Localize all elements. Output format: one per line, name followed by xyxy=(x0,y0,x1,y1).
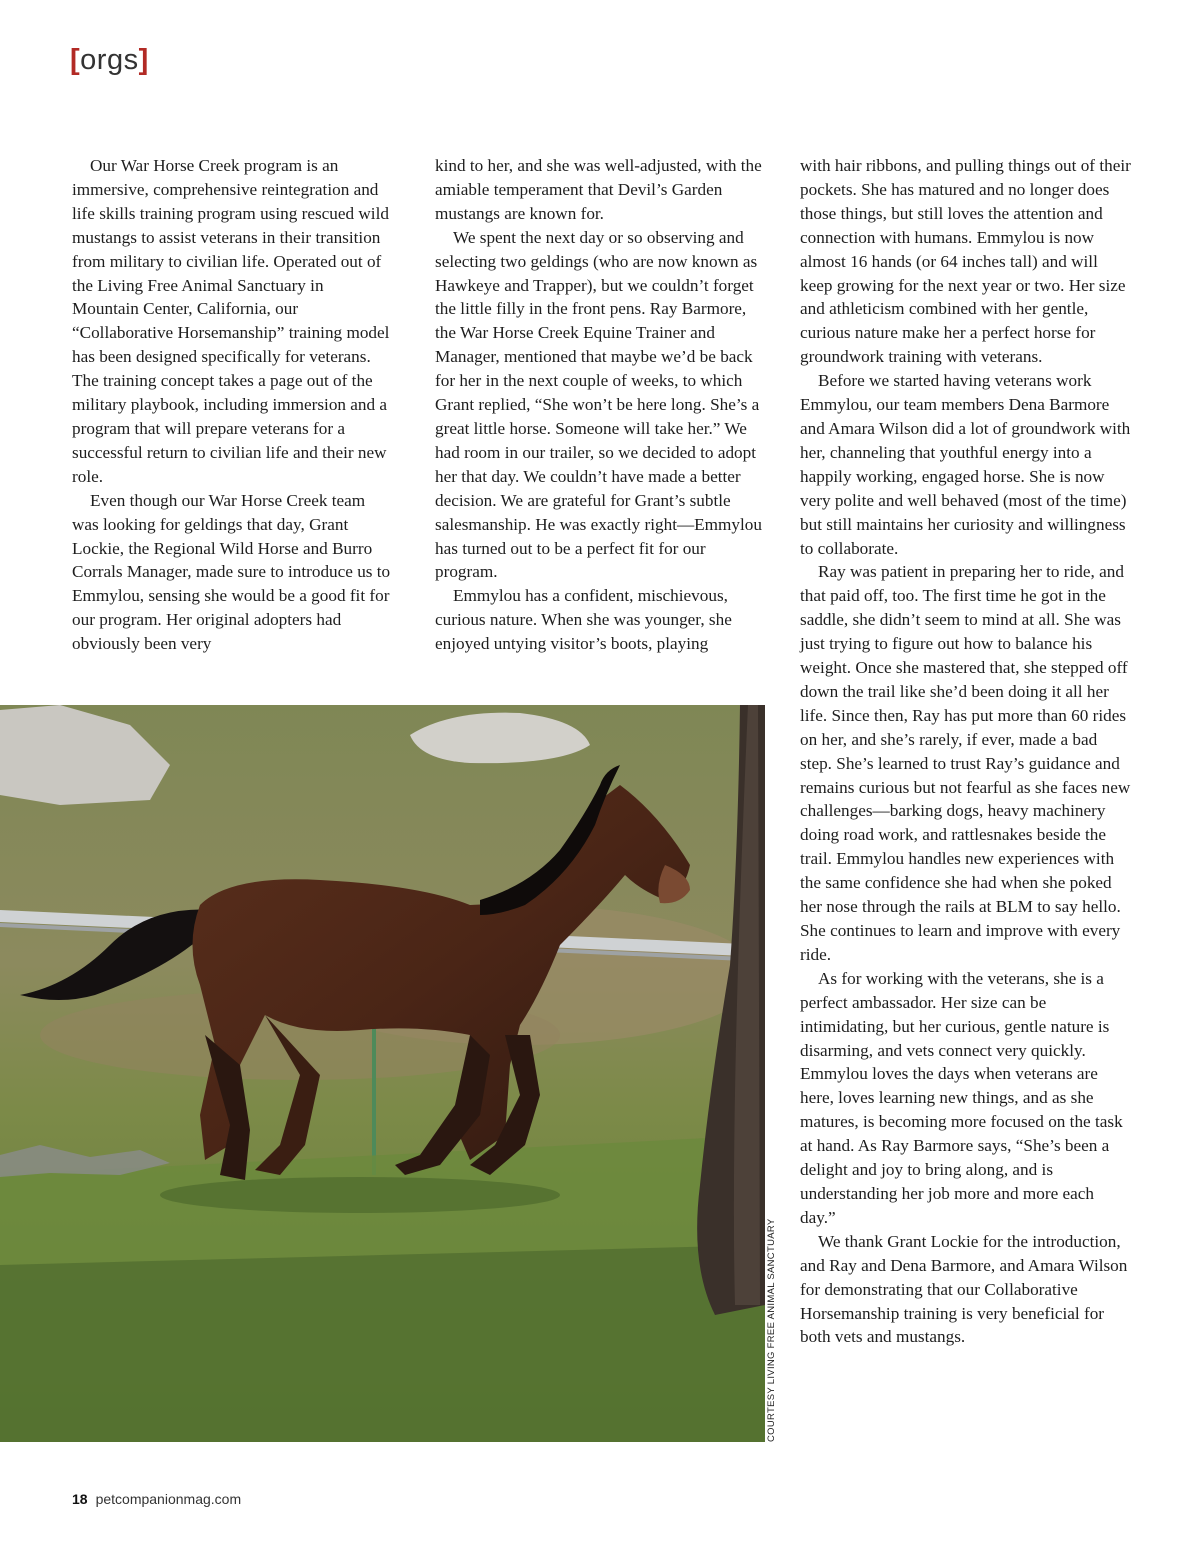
paragraph: Ray was patient in preparing her to ride, and that paid off, too. The first time he got in the saddle, she didn’t seem to mind at all. She was just trying to figure out how to balance his weight. Once she mastered that, she stepped off down the trail like she’d been doing it all her life. Since then, Ray has put more than 60 rides on her, and she’s rarely, if ever, made a bad step. She’s learned to trust Ray’s guidance and remains curious but not fearful as she faces new challenges—barking dogs, heavy machinery doing road work, and rattlesnakes beside the trail. Emmylou handles new experiences with the same confidence she had when she poked her nose through the rails at BLM to say hello. She continues to learn and improve with every ride. xyxy=(800,562,1131,964)
article-column-3 xyxy=(800,154,1132,1349)
bracket-close: ] xyxy=(138,44,149,76)
page-number: 18 xyxy=(72,1491,88,1507)
paragraph: As for working with the veterans, she is a perfect ambassador. Her size can be intimidating, but her curious, gentle nature is disarming, and vets connect very quickly. Emmylou loves the days when veterans are here, loves learning new things, and as she matures, is becoming more focused on the task at hand. As Ray Barmore says, “She’s been a delight and joy to bring along, and is understanding her job more and more each day.” xyxy=(800,968,1123,1227)
paragraph: We thank Grant Lockie for the introduction, and Ray and Dena Barmore, and Amara Wilson for demonstrating that our Collaborative Horsemanship training is very beneficial for both vets and mustangs. xyxy=(800,1231,1128,1347)
paragraph: Emmylou has a confident, mischievous, curious nature. When she was younger, she enjoyed untying visitor’s boots, playing xyxy=(435,586,732,654)
section-tag xyxy=(70,44,149,77)
page-footer xyxy=(72,1491,241,1507)
horse-photo xyxy=(0,705,765,1442)
site-name: petcompanionmag.com xyxy=(95,1491,242,1507)
article-column-1 xyxy=(72,154,394,656)
paragraph: Even though our War Horse Creek team was looking for geldings that day, Grant Lockie, the Regional Wild Horse and Burro Corrals Manager, made sure to introduce us to Emmylou, sensing she would be a good fit for our program. Her original adopters had obviously been very xyxy=(72,490,391,654)
article-column-2 xyxy=(435,154,765,656)
section-label: orgs xyxy=(80,44,139,76)
paragraph: kind to her, and she was well-adjusted, with the amiable temperament that Devil’s Garden mustangs are known for. xyxy=(435,156,762,223)
paragraph: Before we started having veterans work Emmylou, our team members Dena Barmore and Amara Wilson did a lot of groundwork with her, channeling that youthful energy into a happily working, engaged horse. She is now very polite and well behaved (most of the time) but still maintains her curiosity and willingness to collaborate. xyxy=(800,371,1131,558)
paragraph: with hair ribbons, and pulling things out of their pockets. She has matured and no longer does those things, but still loves the attention and connection with humans. Emmylou is now almost 16 hands (or 64 inches tall) and will keep growing for the next year or two. Her size and athleticism combined with her gentle, curious nature make her a perfect horse for groundwork training with veterans. xyxy=(800,156,1131,367)
paragraph: We spent the next day or so observing and selecting two geldings (who are now known as Hawkeye and Trapper), but we couldn’t forget the little filly in the front pens. Ray Barmore, the War Horse Creek Equine Trainer and Manager, mentioned that maybe we’d be back for her in the next couple of weeks, to which Grant replied, “She won’t be here long. She’s a great little horse. Someone will take her.” We had room in our trailer, so we decided to adopt her that day. We couldn’t have made a better decision. We are grateful for Grant’s subtle salesmanship. He was exactly right—Emmylou has turned out to be a perfect fit for our program. xyxy=(435,227,762,582)
paragraph: Our War Horse Creek program is an immersive, comprehensive reintegration and life skills training program using rescued wild mustangs to assist veterans in their transition from military to civilian life. Operated out of the Living Free Animal Sanctuary in Mountain Center, California, our “Collaborative Horsemanship” training model has been designed specifically for veterans. The training concept takes a page out of the military playbook, including immersion and a program that will prepare veterans for a successful return to civilian life and their new role. xyxy=(72,156,390,486)
bracket-open: [ xyxy=(70,44,81,76)
photo-credit: COURTESY LIVING FREE ANIMAL SANCTUARY xyxy=(766,1218,777,1442)
